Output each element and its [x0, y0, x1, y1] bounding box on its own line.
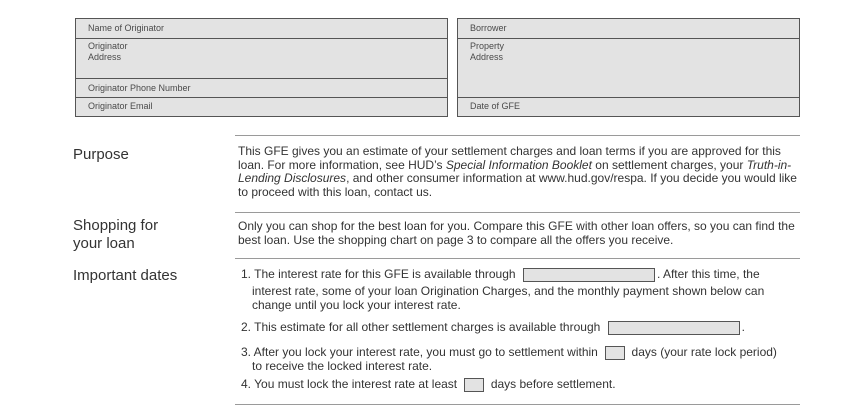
date-of-gfe-field[interactable] [458, 98, 799, 116]
originator-name-label: Name of Originator [88, 23, 165, 33]
dates-item-1-line-3: change until you lock your interest rate. [252, 298, 461, 312]
divider-shopping [235, 212, 800, 213]
borrower-label: Borrower [470, 23, 507, 33]
dates-item-4 [241, 378, 616, 392]
originator-address-label-2: Address [88, 52, 122, 62]
dates-item-1-text-b: . After this time, the [656, 267, 760, 282]
dates-item-1-line-2: interest rate, some of your loan Origination Charges, and the monthly payment shown below can [252, 284, 765, 298]
shopping-heading-line-2: your loan [73, 235, 135, 252]
property-label-1: Property [470, 41, 505, 51]
originator-address-field[interactable] [76, 39, 447, 79]
dates-item-3-line-1 [241, 346, 777, 360]
dates-item-2 [241, 321, 745, 335]
important-dates-heading: Important dates [73, 267, 178, 284]
dates-item-3-text-a: 3. After you lock your interest rate, you must go to settlement within [241, 345, 598, 360]
originator-email-label: Originator Email [88, 101, 153, 111]
date-of-gfe-label: Date of GFE [470, 101, 521, 111]
rate-lock-period-days-field[interactable] [605, 346, 625, 360]
purpose-text-1: This GFE gives you an estimate of your settlement charges and loan terms if you are approved for this loan. For more information, see HUD’s [238, 144, 781, 172]
purpose-heading: Purpose [73, 146, 129, 163]
borrower-name-field[interactable] [458, 19, 799, 39]
property-address-field[interactable] [458, 39, 799, 98]
originator-email-field[interactable] [76, 98, 447, 116]
dates-item-4-text-a: 4. You must lock the interest rate at least [241, 377, 458, 392]
borrower-box [457, 18, 800, 117]
dates-item-4-text-b: days before settlement. [490, 377, 616, 392]
shopping-heading [73, 217, 158, 253]
purpose-text-tila: Truth-in-Lending Disclosures [238, 157, 792, 185]
lock-days-before-settlement-field[interactable] [464, 378, 484, 392]
purpose-text [238, 145, 800, 199]
purpose-text-3: on settlement charges, your [591, 157, 747, 172]
divider-bottom [235, 404, 800, 405]
originator-address-label-1: Originator [88, 41, 128, 51]
divider-dates [235, 258, 800, 259]
dates-item-2-text-b: . [741, 320, 745, 335]
shopping-heading-line-1: Shopping for [73, 217, 159, 234]
originator-phone-label: Originator Phone Number [88, 83, 191, 93]
purpose-text-booklet: Special Information Booklet [445, 157, 592, 172]
dates-item-3-text-b: days (your rate lock period) [631, 345, 777, 360]
originator-phone-field[interactable] [76, 79, 447, 98]
dates-item-3-line-2: to receive the locked interest rate. [252, 359, 433, 373]
dates-item-1-line-1 [241, 268, 760, 282]
dates-item-2-text-a: 2. This estimate for all other settlement charges is available through [241, 320, 601, 335]
property-label-2: Address [470, 52, 504, 62]
divider-purpose [235, 135, 800, 136]
originator-name-field[interactable] [76, 19, 447, 39]
charges-available-through-field[interactable] [608, 321, 740, 335]
purpose-text-5: , and other consumer information at www.hud.gov/respa. If you decide you would like to proceed with this loan, contact us. [238, 171, 797, 199]
rate-available-through-field[interactable] [523, 268, 655, 282]
dates-item-1-text-a: 1. The interest rate for this GFE is available through [241, 267, 516, 282]
originator-box [75, 18, 448, 117]
shopping-text: Only you can shop for the best loan for you. Compare this GFE with other loan offers, so you can find the best loan. Use the shopping chart on page 3 to compare all the offers you receive. [238, 219, 795, 247]
